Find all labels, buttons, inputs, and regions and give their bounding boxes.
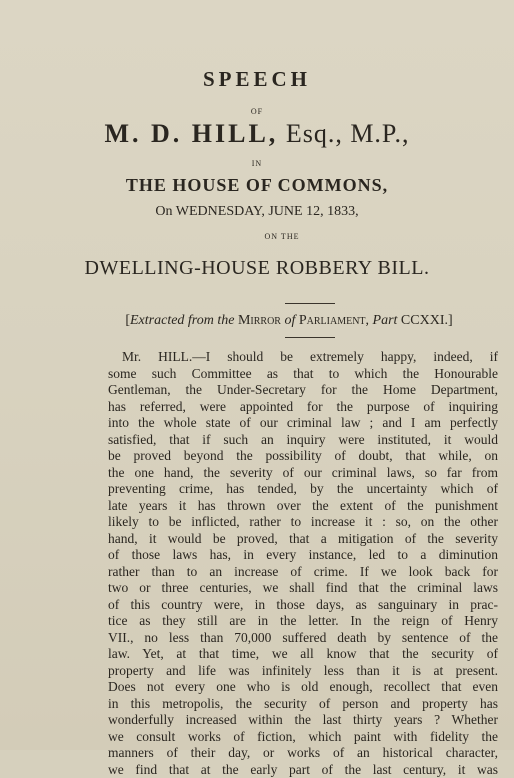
body-line: of those laws has, in every instance, led to a diminution xyxy=(108,547,498,564)
body-line: late years it has thrown over the extent of the punishment xyxy=(108,498,498,515)
mirror-text: Mirror xyxy=(238,313,281,328)
of-label: OF xyxy=(0,107,514,117)
body-line: preventing crime, has tended, by the uncertainty which of xyxy=(108,481,498,498)
body-line: we find that at the early part of the last century, it was xyxy=(108,762,498,778)
part-text: Part xyxy=(373,313,398,328)
body-line: be proved beyond the possibility of doubt, that while, on xyxy=(108,448,498,465)
body-line: Mr. HILL.—I should be extremely happy, indeed, if xyxy=(108,349,498,366)
bottom-rule xyxy=(285,337,335,338)
speaker-name: M. D. HILL, xyxy=(104,119,278,148)
body-line: rather than to an increase of crime. If we look back for xyxy=(108,564,498,581)
of-text: of xyxy=(284,313,295,328)
body-line: tice as they still are in the letter. In the reign of Henry xyxy=(108,613,498,630)
extract-note xyxy=(0,311,514,331)
body-line: in this metropolis, the security of person and property has xyxy=(108,696,498,713)
body-line: satisfied, that if such an inquiry were instituted, it would xyxy=(108,432,498,449)
speech-body xyxy=(108,349,498,778)
part-number: CCXXI. xyxy=(401,313,448,328)
bill-title: DWELLING-HOUSE ROBBERY BILL. xyxy=(0,256,514,280)
body-line: likely to be inflicted, rather to increase it : so, on the other xyxy=(108,514,498,531)
body-line: law. Yet, at that time, we all know that the security of xyxy=(108,646,498,663)
extracted-from-text: Extracted from the xyxy=(130,313,234,328)
body-line: VII., no less than 70,000 suffered death by sentence of the xyxy=(108,630,498,647)
body-line: hand, it would be proved, that a mitigation of the severity xyxy=(108,531,498,548)
body-line: two or three centuries, we shall find that the criminal laws xyxy=(108,580,498,597)
body-line: we consult works of fiction, which paint with fidelity the xyxy=(108,729,498,746)
parliament-text: Parliament, xyxy=(299,313,369,328)
open-bracket: [ xyxy=(125,313,130,328)
body-line: into the whole state of our criminal law ; and I am perfectly xyxy=(108,415,498,432)
body-line: wonderfully increased within the last thirty years ? Whether xyxy=(108,712,498,729)
body-line: the one hand, the severity of our criminal laws, so far from xyxy=(108,465,498,482)
speech-title: SPEECH xyxy=(0,66,514,92)
body-line: of this country were, in those days, as sanguinary in prac- xyxy=(108,597,498,614)
speaker-title: Esq., M.P., xyxy=(286,119,410,148)
close-bracket: ] xyxy=(448,313,453,328)
body-line: manners of their day, or works of an historical character, xyxy=(108,745,498,762)
in-label: IN xyxy=(0,159,514,169)
body-line: has referred, were appointed for the purpose of inquiring xyxy=(108,399,498,416)
body-line: some such Committee as that to which the Honourable xyxy=(108,366,498,383)
speaker-name-line xyxy=(0,118,514,150)
body-line: Gentleman, the Under-Secretary for the Home Department, xyxy=(108,382,498,399)
body-line: property and life was infinitely less than it is at present. xyxy=(108,663,498,680)
speech-date: On WEDNESDAY, JUNE 12, 1833, xyxy=(0,203,514,221)
on-the-label: ON THE xyxy=(0,232,514,242)
top-rule xyxy=(285,303,335,304)
house-name: THE HOUSE OF COMMONS, xyxy=(0,174,514,196)
body-line: Does not every one who is old enough, recollect that even xyxy=(108,679,498,696)
